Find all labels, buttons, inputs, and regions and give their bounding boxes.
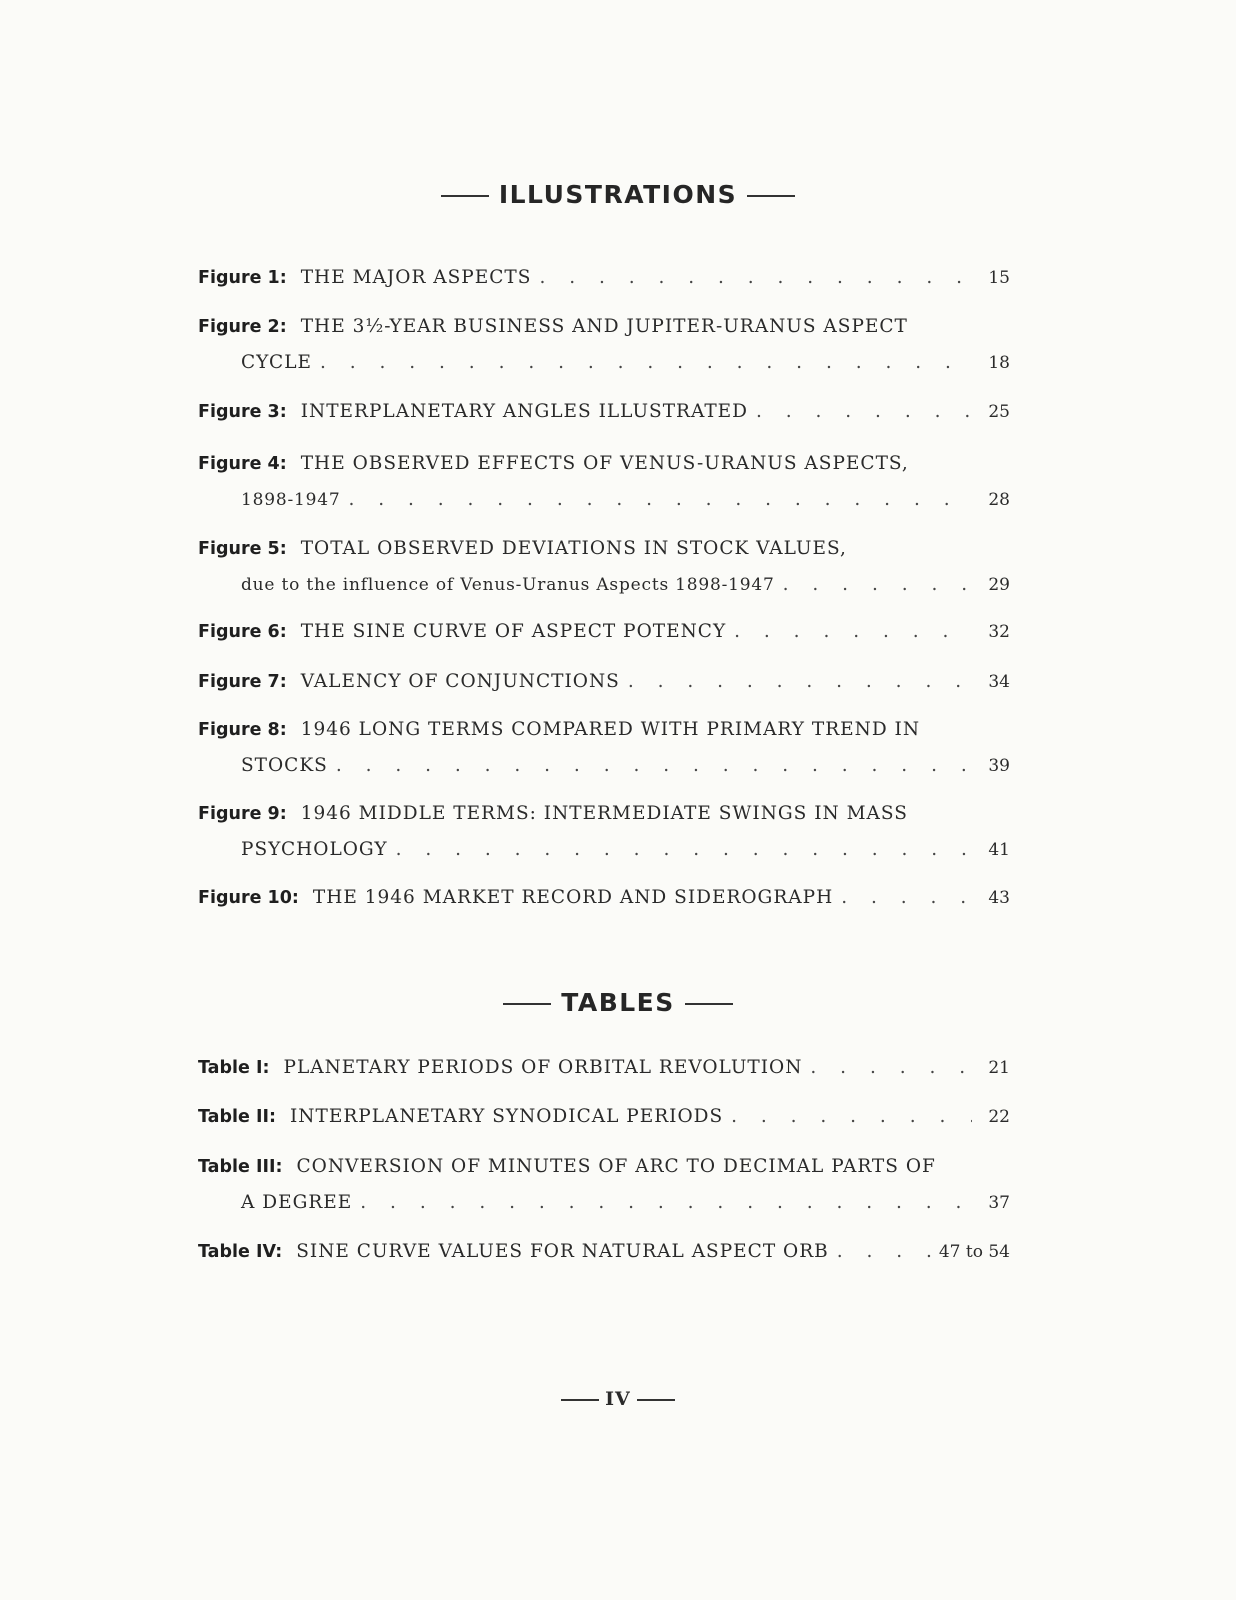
figure-entry-7	[198, 670, 1010, 694]
table-entry-4	[198, 1240, 1010, 1264]
figure-label: Figure 4:	[198, 454, 287, 474]
dot-leader	[336, 754, 972, 778]
figure-title-continued: PSYCHOLOGY	[241, 839, 388, 860]
figure-entry-1	[198, 266, 1010, 290]
figure-title: THE 3½-YEAR BUSINESS AND JUPITER-URANUS ASPECT	[300, 316, 908, 337]
table-label: Table IV:	[198, 1242, 283, 1262]
footer-rule-left	[561, 1399, 599, 1401]
figure-title-continued: 1898-1947	[241, 490, 341, 510]
dot-leader	[539, 266, 972, 290]
figure-title: THE OBSERVED EFFECTS OF VENUS-URANUS ASPECTS,	[300, 453, 909, 474]
footer-rule-right	[637, 1399, 675, 1401]
figure-label: Figure 6:	[198, 622, 287, 642]
figure-entry-5	[198, 537, 1010, 597]
page-footer	[0, 1388, 1236, 1410]
heading-rule-right	[685, 1003, 733, 1005]
figure-title: 1946 MIDDLE TERMS: INTERMEDIATE SWINGS IN MASS	[300, 803, 908, 824]
page-number: 34	[988, 672, 1010, 692]
figure-label: Figure 5:	[198, 539, 287, 559]
page-number: 39	[988, 756, 1010, 776]
dot-leader	[810, 1056, 972, 1080]
dot-leader	[731, 1105, 972, 1129]
page-number: 32	[988, 622, 1010, 642]
figure-label: Figure 10:	[198, 888, 299, 908]
figure-title: THE MAJOR ASPECTS	[300, 267, 532, 288]
table-title: CONVERSION OF MINUTES OF ARC TO DECIMAL PARTS OF	[296, 1156, 936, 1177]
figure-entry-10	[198, 886, 1010, 910]
table-title: PLANETARY PERIODS OF ORBITAL REVOLUTION	[283, 1057, 803, 1078]
figure-title: THE SINE CURVE OF ASPECT POTENCY	[300, 621, 727, 642]
figure-entry-3	[198, 400, 1010, 424]
figure-title-continued: CYCLE	[241, 352, 312, 373]
figure-entry-2	[198, 315, 1010, 375]
figure-title-continued: STOCKS	[241, 755, 328, 776]
figure-label: Figure 9:	[198, 804, 287, 824]
table-label: Table II:	[198, 1107, 276, 1127]
page-number: 43	[988, 888, 1010, 908]
figure-label: Figure 7:	[198, 672, 287, 692]
figure-entry-4	[198, 452, 1010, 512]
table-entry-3	[198, 1155, 1010, 1215]
page-number: 47 to 54	[938, 1242, 1010, 1262]
figure-title: INTERPLANETARY ANGLES ILLUSTRATED	[300, 401, 749, 422]
table-title-continued: A DEGREE	[241, 1192, 353, 1213]
figure-entry-8	[198, 718, 1010, 778]
tables-heading	[0, 988, 1236, 1017]
tables-heading-text: TABLES	[561, 988, 675, 1017]
figure-title-continued: due to the influence of Venus-Uranus Aspects 1898-1947	[241, 575, 775, 595]
dot-leader	[360, 1191, 972, 1215]
page-number: 37	[988, 1193, 1010, 1213]
page-number: 41	[988, 840, 1010, 860]
table-title: INTERPLANETARY SYNODICAL PERIODS	[290, 1106, 724, 1127]
figure-title: 1946 LONG TERMS COMPARED WITH PRIMARY TREND IN	[300, 719, 921, 740]
heading-rule-left	[503, 1003, 551, 1005]
table-entry-1	[198, 1056, 1010, 1080]
figure-title: THE 1946 MARKET RECORD AND SIDEROGRAPH	[312, 887, 834, 908]
figure-title: VALENCY OF CONJUNCTIONS	[300, 671, 620, 692]
page-number: 28	[988, 490, 1010, 510]
table-title: SINE CURVE VALUES FOR NATURAL ASPECT ORB	[296, 1241, 829, 1262]
figure-label: Figure 3:	[198, 402, 287, 422]
figure-entry-6	[198, 620, 1010, 644]
dot-leader	[396, 838, 972, 862]
dot-leader	[320, 351, 972, 375]
dot-leader	[628, 670, 972, 694]
heading-rule-left	[441, 195, 489, 197]
page-number: 15	[988, 268, 1010, 288]
dot-leader	[756, 400, 972, 424]
illustrations-heading-text: ILLUSTRATIONS	[498, 180, 738, 209]
dot-leader	[348, 488, 972, 512]
illustrations-heading	[0, 180, 1236, 209]
figure-label: Figure 1:	[198, 268, 287, 288]
dot-leader	[734, 620, 972, 644]
table-label: Table III:	[198, 1157, 283, 1177]
figure-label: Figure 8:	[198, 720, 287, 740]
figure-entry-9	[198, 802, 1010, 862]
dot-leader	[841, 886, 972, 910]
dot-leader	[783, 573, 972, 597]
table-entry-2	[198, 1105, 1010, 1129]
figure-title: TOTAL OBSERVED DEVIATIONS IN STOCK VALUES,	[300, 538, 847, 559]
page-number: 25	[988, 402, 1010, 422]
page-number: 21	[988, 1058, 1010, 1078]
page-number: 29	[988, 575, 1010, 595]
table-label: Table I:	[198, 1058, 270, 1078]
figure-label: Figure 2:	[198, 317, 287, 337]
footer-page-number: IV	[605, 1388, 631, 1410]
page-number: 18	[988, 353, 1010, 373]
page-number: 22	[988, 1107, 1010, 1127]
heading-rule-right	[747, 195, 795, 197]
dot-leader	[837, 1240, 931, 1264]
